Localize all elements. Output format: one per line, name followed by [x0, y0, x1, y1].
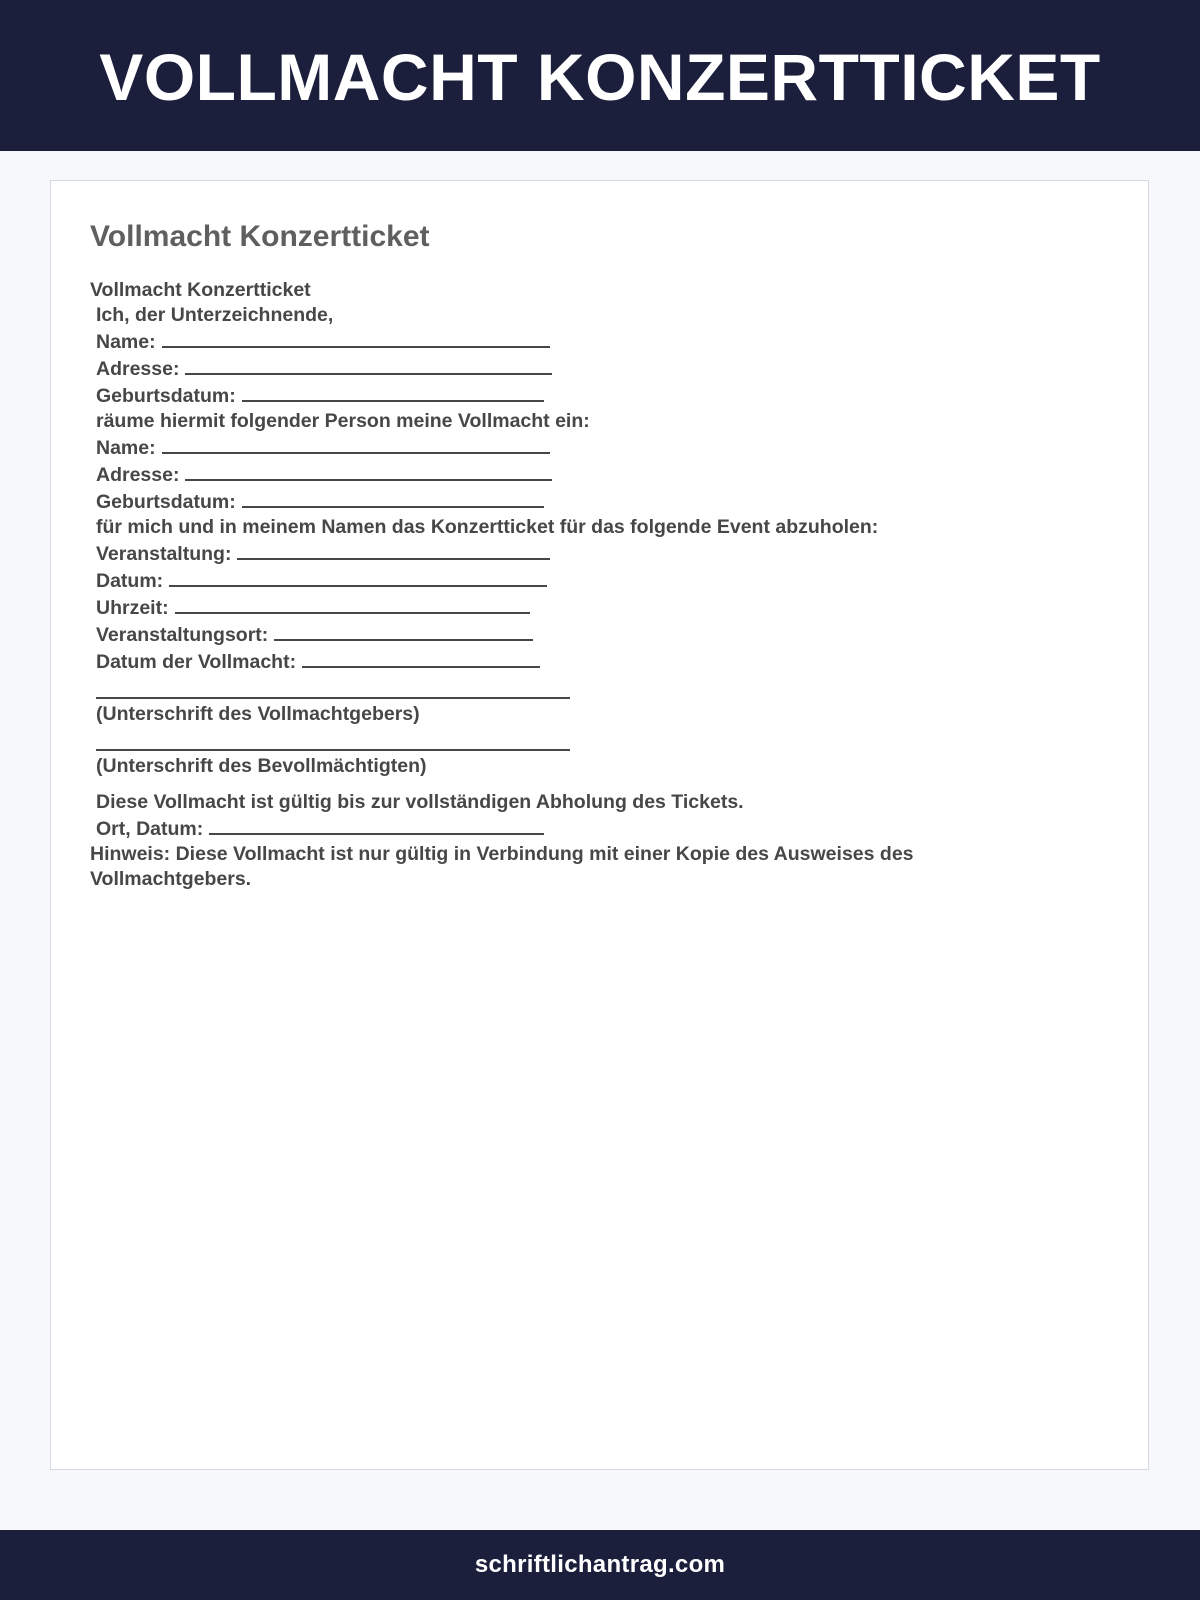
- grantor-name-field[interactable]: [162, 328, 550, 348]
- grantor-name-row: [90, 328, 1090, 355]
- event-field[interactable]: [237, 540, 550, 560]
- note-line-2: Vollmachtgebers.: [90, 868, 252, 890]
- agent-name-row: [90, 434, 1090, 461]
- page-header: [0, 0, 1200, 151]
- agent-signature-caption: (Unterschrift des Bevollmächtigten): [96, 755, 427, 777]
- page-footer: [0, 1530, 1200, 1600]
- event-label: Veranstaltung:: [96, 543, 232, 565]
- grantor-address-label: Adresse:: [96, 358, 180, 380]
- time-label: Uhrzeit:: [96, 597, 169, 619]
- place-date-label: Ort, Datum:: [96, 818, 204, 840]
- place-date-row: [90, 815, 1090, 842]
- date-field[interactable]: [169, 567, 547, 587]
- time-field[interactable]: [175, 594, 530, 614]
- purpose-text: für mich und in meinem Namen das Konzertticket für das folgende Event abzuholen:: [96, 516, 879, 538]
- agent-address-label: Adresse:: [96, 464, 180, 486]
- grantor-birth-field[interactable]: [242, 382, 544, 402]
- venue-label: Veranstaltungsort:: [96, 624, 269, 646]
- spacer: [90, 779, 1090, 790]
- page-title: VOLLMACHT KONZERTTICKET: [99, 39, 1101, 114]
- document-card: [50, 180, 1149, 1470]
- agent-name-field[interactable]: [162, 434, 550, 454]
- grantor-signature-line[interactable]: [96, 675, 570, 699]
- agent-birth-field[interactable]: [242, 488, 544, 508]
- document-heading: Vollmacht Konzertticket: [90, 220, 430, 253]
- event-row: [90, 540, 1090, 567]
- date-label: Datum:: [96, 570, 164, 592]
- agent-birth-row: [90, 488, 1090, 515]
- intro-title: Vollmacht Konzertticket: [90, 279, 311, 301]
- grantor-name-label: Name:: [96, 331, 156, 353]
- poa-date-label: Datum der Vollmacht:: [96, 651, 297, 673]
- grantor-address-field[interactable]: [185, 355, 552, 375]
- date-row: [90, 567, 1090, 594]
- agent-name-label: Name:: [96, 437, 156, 459]
- grantor-birth-row: [90, 382, 1090, 409]
- grantor-address-row: [90, 355, 1090, 382]
- venue-field[interactable]: [274, 621, 533, 641]
- intro-text: Ich, der Unterzeichnende,: [96, 304, 334, 326]
- time-row: [90, 594, 1090, 621]
- grant-text: räume hiermit folgender Person meine Vollmacht ein:: [96, 410, 590, 432]
- place-date-field[interactable]: [209, 815, 544, 835]
- poa-date-row: [90, 648, 1090, 675]
- venue-row: [90, 621, 1090, 648]
- agent-signature-line[interactable]: [96, 727, 570, 751]
- agent-address-field[interactable]: [185, 461, 552, 481]
- grantor-signature-caption: (Unterschrift des Vollmachtgebers): [96, 703, 420, 725]
- footer-site[interactable]: schriftlichantrag.com: [474, 1551, 726, 1578]
- validity-text: Diese Vollmacht ist gültig bis zur vollständigen Abholung des Tickets.: [96, 791, 744, 813]
- agent-address-row: [90, 461, 1090, 488]
- grantor-birth-label: Geburtsdatum:: [96, 385, 236, 407]
- poa-date-field[interactable]: [302, 648, 540, 668]
- note-line-1: Hinweis: Diese Vollmacht ist nur gültig in Verbindung mit einer Kopie des Ausweises des: [90, 843, 914, 865]
- document-body: [90, 278, 1090, 892]
- agent-birth-label: Geburtsdatum:: [96, 491, 236, 513]
